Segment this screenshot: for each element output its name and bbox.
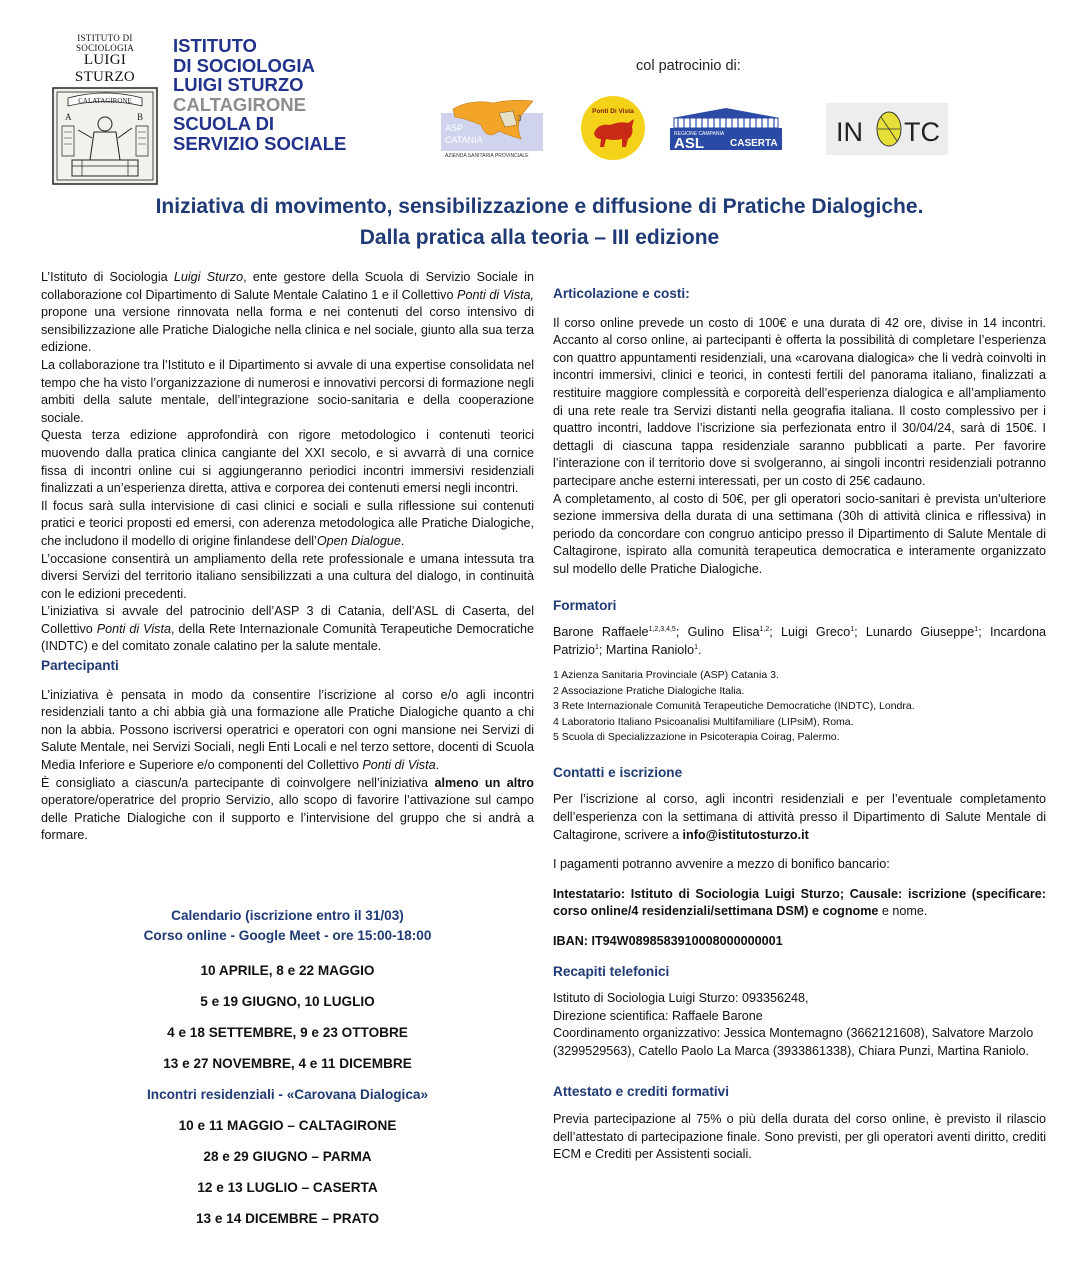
- footnote: 1 Azienza Sanitaria Provinciale (ASP) Catania 3.: [553, 669, 779, 682]
- paragraph: Il focus sarà sulla intervisione di casi clinici e sociali e sulla riflessione sui contenuti pratici e teorici proposti ed emersi, con aderenza metodologica alle Pratiche Dialogiche, che includono il modello di origine finlandese dell’Open Dialogue.: [41, 498, 534, 548]
- recapiti: [553, 990, 1046, 1060]
- formatore-affiliation: 1,2,3,4,5: [648, 625, 676, 633]
- patrocinio-label: col patrocinio di:: [636, 58, 741, 74]
- contact-email[interactable]: info@istitutosturzo.it: [682, 827, 809, 842]
- separator: ;: [769, 625, 782, 640]
- paragraph: È consigliato a ciascun/a partecipante di coinvolgere nell’iniziativa almeno un altro operatore/operatrice del proprio Servizio, allo scopo di favorire l’attivazione sul campo delle Pratiche Dialogiche con il supporto e l’intervisione del gruppo che si andrà a formare.: [41, 775, 534, 843]
- section-heading-attestato: Attestato e crediti formativi: [553, 1083, 730, 1099]
- ponti-di-vista-logo: [580, 95, 646, 161]
- ponti-text: Ponti Di Vista: [592, 108, 634, 115]
- recapiti-line: Istituto di Sociologia Luigi Sturzo: 093356248,: [553, 991, 809, 1006]
- asp-catania-logo: [441, 95, 547, 159]
- indtc-text: TC: [904, 117, 940, 147]
- brand-line: SERVIZIO SOCIALE: [173, 132, 347, 154]
- section-heading-formatori: Formatori: [553, 597, 617, 613]
- calendar-section: [41, 906, 534, 1234]
- date-row: 10 APRILE, 8 e 22 MAGGIO: [200, 963, 375, 978]
- institute-brand: [173, 36, 346, 153]
- online-dates: [41, 955, 534, 1079]
- section-heading-contatti: Contatti e iscrizione: [553, 764, 683, 780]
- formatore-name: Gulino Elisa: [687, 625, 760, 640]
- brand-line: SCUOLA DI: [173, 113, 275, 134]
- institute-logo: [52, 33, 158, 158]
- footnote: 3 Rete Internazionale Comunità Terapeutiche Democratiche (INDTC), Londra.: [553, 700, 915, 713]
- footnotes: [553, 668, 1046, 746]
- paragraph: L’iniziativa si avvale del patrocinio dell’ASP 3 di Catania, dell’ASL di Caserta, del Collettivo Ponti di Vista, della Rete Internazionale Comunità Terapeutiche Democratiche (INDTC) e del comitato zonale calatino per la salute mentale.: [41, 604, 535, 654]
- logo-engraving-icon: [52, 86, 158, 186]
- date-row: 10 e 11 MAGGIO – CALTAGIRONE: [178, 1118, 397, 1133]
- asp-subtitle: AZIENDA SANITARIA PROVINCIALE: [445, 153, 529, 159]
- brand-line: ISTITUTO: [173, 35, 257, 56]
- formatore-affiliation: 1: [595, 643, 599, 651]
- date-row: 12 e 13 LUGLIO – CASERTA: [197, 1180, 378, 1195]
- separator: .: [698, 642, 702, 657]
- paragraph: Questa terza edizione approfondirà con rigore metodologico i contenuti teorici muovendo dalla pratica clinica cangiante del XXI secolo, e si avvarrà di una cornice fissa di incontri online cui si aggiungeranno periodici incontri immersivi residenziali finalizzati a un’esperienza diretta, attiva e corporea dei contenuti emersi negli incontri.: [41, 428, 534, 496]
- separator: ;: [854, 625, 866, 640]
- formatore-affiliation: 1: [974, 625, 979, 633]
- brand-line: LUIGI STURZO: [173, 74, 304, 95]
- page-title: Iniziativa di movimento, sensibilizzazione e diffusione di Pratiche Dialogiche.: [155, 195, 924, 218]
- formatore-name: Martina Raniolo: [605, 642, 695, 657]
- formatore-affiliation: 1: [850, 625, 855, 633]
- indtc-logo: [826, 103, 948, 155]
- separator: ;: [978, 625, 990, 640]
- footnote: 2 Associazione Pratiche Dialogiche Italia.: [553, 684, 745, 697]
- date-row: 5 e 19 GIUGNO, 10 LUGLIO: [200, 994, 375, 1009]
- section-heading-partecipanti: Partecipanti: [41, 658, 119, 674]
- logo-banner-text: CALATAGIRONE: [78, 97, 132, 105]
- logo-name-text: LUIGI STURZO: [74, 52, 136, 85]
- paragraph: Il corso online prevede un costo di 100€ e una durata di 42 ore, divise in 14 incontri. Accanto al corso online, ai partecipanti è offerta la possibilità di completare l’esperienza con quattro appuntamenti residenziali, una «carovana dialogica» che li vedrà coinvolti in incontri immersivi, clinici e teorici, in contesti fertili del panorama italiano, finalizzati a restituire maggiore complessità e corporeità dell’esperienza dialogica e all’ampliamento di una rete reale tra Servizi distanti nella geografia italiana. Il costo complessivo per i quattro incontri, laddove l’iscrizione sia perfezionata entro il 30/04/24, sarà di 150€. I dettagli di ciascuna tappa residenziale saranno pubblicati a parte. Per favorire l’interazione con il territorio dove si svolgeranno, ai singoli incontri residenziali potranno partecipare anche esterni interessati, per un costo di 25€ cadauno.: [553, 315, 1046, 488]
- date-row: 13 e 14 DICEMBRE – PRATO: [195, 1211, 380, 1226]
- formatore-name: Barone Raffaele: [553, 625, 649, 640]
- paragraph: Previa partecipazione al 75% o più della durata del corso online, è previsto il rilascio dell’attestato di partecipazione finale. Sono previsti, per gli operatori aventi diritto, crediti ECM e Crediti per Assistenti sociali.: [553, 1112, 1046, 1162]
- paragraph: L’occasione consentirà un ampliamento della rete professionale e umana intessuta tra diversi Servizi del territorio italiano sensibilizzati a una cultura del dialogo, in continuità con le edizioni precedenti.: [41, 551, 534, 601]
- formatore-name: Lunardo Giuseppe: [865, 625, 975, 640]
- recapiti-line: Direzione scientifica: Raffaele Barone: [553, 1008, 763, 1023]
- date-row: 13 e 27 NOVEMBRE, 4 e 11 DICEMBRE: [163, 1056, 412, 1071]
- date-row: 28 e 29 GIUGNO – PARMA: [203, 1149, 372, 1164]
- formatore-name: Incardona Patrizio: [553, 625, 1046, 657]
- residential-dates: [41, 1110, 534, 1234]
- separator: ;: [598, 642, 606, 657]
- intro-paragraph: L’Istituto di Sociologia Luigi Sturzo, ente gestore della Scuola di Servizio Sociale in collaborazione col Dipartimento di Salute Mentale Calatino 1 e il Collettivo Ponti di Vista, propone una versione rinnovata nella forma e nei contenuti del corso intensivo di sensibilizzazione alle Pratiche Dialogiche nella clinica e nel sociale, giunto alla sua terza edizione.: [41, 270, 534, 355]
- page-subtitle: Dalla pratica alla teoria – III edizione: [359, 226, 720, 249]
- right-column: [553, 285, 1046, 1164]
- iban: IBAN: IT94W0898583910008000000001: [553, 933, 783, 948]
- separator: ;: [675, 625, 688, 640]
- section-heading-costi: Articolazione e costi:: [553, 286, 690, 301]
- indtc-text: IN: [836, 117, 863, 147]
- paragraph: L’iniziativa è pensata in modo da consentire l’iscrizione al corso e/o agli incontri residenziali tanto a chi abbia già una formazione alle Pratiche Dialogiche quanto a chi non la abbia. Possono iscriversi operatrici e operatori con ogni mansione nei Servizi di Salute Mentale, nei Servizi Sociali, negli Enti Locali e nel terzo settore, docenti di Scuola Media Inferiore e Superiore e/o componenti del Collettivo Ponti di Vista.: [41, 687, 534, 773]
- paragraph: La collaborazione tra l’Istituto e il Dipartimento si avvale di una expertise consolidata nel tempo che ha visto l’organizzazione di numerosi e innovativi percorsi di formazione negli ambiti della salute mentale, dell’integrazione socio-sanitaria e della cooperazione sociale.: [41, 357, 534, 425]
- asp-number: 3: [517, 114, 522, 123]
- footnote: 4 Laboratorio Italiano Psicoanalisi Multifamiliare (LIPsiM), Roma.: [553, 715, 854, 728]
- paragraph: I pagamenti potranno avvenire a mezzo di bonifico bancario:: [553, 857, 890, 872]
- paragraph: A completamento, al costo di 50€, per gli operatori socio-sanitari è prevista un'ulteriore sezione immersiva della durata di una settimana (30h di attività clinica e riflessiva) in periodo da concordare con congruo anticipo presso il Dipartimento di Salute Mentale di Caltagirone, ispirato alla comunità terapeutica democratica e interamente organizzato sul modello delle Pratiche Dialogiche.: [553, 491, 1046, 576]
- asl-text: ASL: [674, 135, 704, 150]
- left-column: [41, 269, 534, 845]
- logo-top-text: ISTITUTO DI SOCIOLOGIA: [76, 33, 134, 53]
- date-row: 4 e 18 SETTEMBRE, 9 e 23 OTTOBRE: [167, 1025, 408, 1040]
- asl-caserta-logo: [670, 106, 782, 150]
- residential-heading: Incontri residenziali - «Carovana Dialogica»: [146, 1087, 429, 1102]
- asp-text: CATANIA: [445, 135, 483, 145]
- paragraph: Intestatario: Istituto di Sociologia Luigi Sturzo; Causale: iscrizione (specificare: corso online/4 residenziali/settimana DSM) e cognome e nome.: [553, 886, 1046, 919]
- formatore-name: Luigi Greco: [781, 625, 851, 640]
- formatore-affiliation: 1,2: [759, 625, 770, 633]
- svg-text:A: A: [65, 112, 72, 122]
- svg-text:B: B: [137, 112, 144, 122]
- formatori-list: [553, 624, 1046, 659]
- brand-line: DI SOCIOLOGIA: [173, 54, 315, 76]
- brand-city: CALTAGIRONE: [173, 93, 306, 115]
- asl-city: CASERTA: [730, 138, 778, 149]
- footnote: 5 Scuola di Specializzazione in Psicoterapia Coirag, Palermo.: [553, 731, 840, 744]
- calendar-heading: Calendario (iscrizione entro il 31/03): [171, 908, 404, 923]
- formatore-affiliation: 1: [694, 643, 699, 651]
- calendar-subheading: Corso online - Google Meet - ore 15:00-18:00: [143, 928, 432, 943]
- asl-region: REGIONE CAMPANIA: [674, 131, 725, 137]
- recapiti-line: Coordinamento organizzativo: Jessica Montemagno (3662121608), Salvatore Marzolo (3299529563), Catello Paolo La Marca (3933861338), Chiara Punzi, Martina Raniolo.: [553, 1026, 1034, 1058]
- section-heading-recapiti: Recapiti telefonici: [553, 963, 670, 979]
- paragraph: Per l’iscrizione al corso, agli incontri residenziali e per l’eventuale completamento dell’esperienza con la settimana di attività presso il Dipartimento di Salute Mentale di Caltagirone, scrivere a info@istitutosturzo.it: [553, 792, 1046, 842]
- asp-text: ASP: [445, 123, 464, 133]
